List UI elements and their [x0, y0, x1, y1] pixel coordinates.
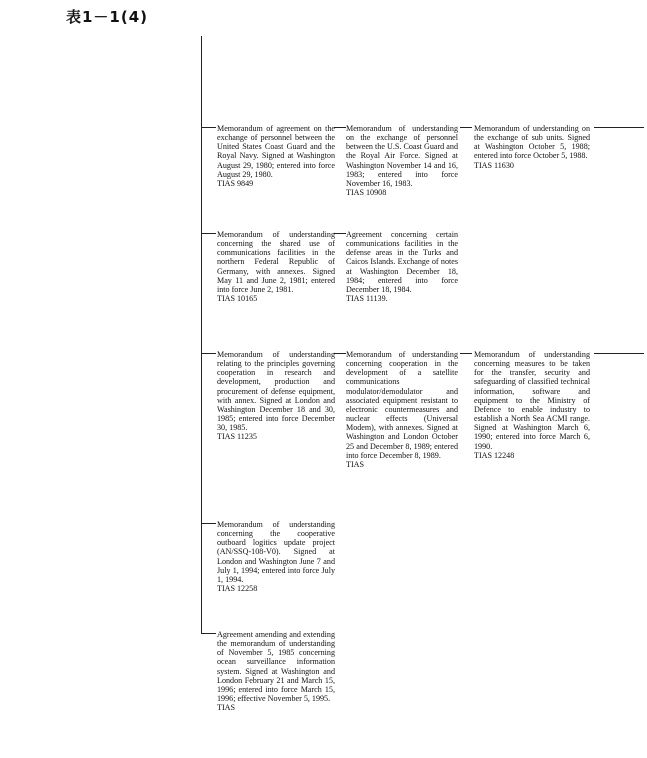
entry-text: Memorandum of understanding concerning cooperation in the development of a satellite communications modulator/demodulator and associated equipment resistant to electronic countermeasures and nuclear effects (Universal Modem), with annexes. Signed at Washington and London October 25 and December 8, 1989; entered into force December 8, 1989. [346, 350, 458, 460]
treaty-entry [217, 630, 335, 712]
connector-line [460, 127, 472, 128]
main-trunk-line [201, 36, 202, 634]
treaty-entry [474, 350, 590, 460]
connector-line [202, 633, 216, 634]
entry-reference: TIAS 11139. [346, 294, 388, 304]
treaty-entry [346, 230, 458, 303]
entry-text: Memorandum of understanding concerning measures to be taken for the transfer, security and safeguarding of classified technical information, software and equipment to the Ministry of Defence to enable industry to establish a North Sea ACMI range. Signed at Washington March 6, 1990; entered into force March 6, 1990. [474, 350, 590, 451]
entry-text: Memorandum of understanding concerning the shared use of communications facilities in the northern Federal Republic of Germany, with annexes. Signed May 11 and June 2, 1981; entered into force June 2, 1981. [217, 230, 335, 294]
treaty-entry [346, 350, 458, 469]
entry-text: Memorandum of understanding relating to the principles governing cooperation in research and development, production and procurement of defense equipment, with annex. Signed at London and Washington December 18 and 30, 1985; entered into force December 30, 1985. [217, 350, 335, 433]
entry-reference: TIAS 11630 [474, 160, 514, 170]
entry-text: Agreement concerning certain communications facilities in the defense areas in the Turks and Caicos Islands. Exchange of notes at Washington December 18, 1984; entered into force December 18, 1984. [346, 230, 458, 294]
entry-text: Memorandum of understanding concerning the cooperative outboard logitics update project (AN/SSQ-108-V0). Signed at London and Washington June 7 and July 1, 1994; entered into force July 1, 1994. [217, 520, 335, 584]
entry-reference: TIAS 12248 [474, 450, 515, 460]
entry-reference: TIAS 9849 [217, 178, 254, 188]
connector-line [202, 353, 216, 354]
connector-line [460, 353, 472, 354]
connector-line [594, 127, 644, 128]
treaty-entry [217, 230, 335, 303]
treaty-entry [217, 124, 335, 188]
page-title: 表1－1(4) [66, 8, 149, 26]
connector-line [202, 233, 216, 234]
connector-line [334, 127, 346, 128]
connector-line [334, 233, 346, 234]
entry-text: Memorandum of agreement on the exchange of personnel between the United States Coast Guard and the Royal Navy. Signed at Washington August 29, 1980; entered into force August 29, 1980. [217, 124, 335, 179]
entry-reference: TIAS 12258 [217, 584, 258, 594]
treaty-entry [474, 124, 590, 170]
entry-text: Agreement amending and extending the memorandum of understanding of November 5, 1985 concerning ocean surveillance information system. Signed at Washington and London February 21 and March 15, 1996; entered into force March 15, 1996; effective November 5, 1995. [217, 630, 335, 704]
entry-reference: TIAS 11235 [217, 432, 257, 442]
treaty-entry [346, 124, 458, 197]
treaty-entry [217, 350, 335, 442]
entry-reference: TIAS [217, 703, 235, 713]
entry-text: Memorandum of understanding on the exchange of personnel between the U.S. Coast Guard and the Royal Air Force. Signed at Washington November 14 and 16, 1983; entered into force November 16, 1983. [346, 124, 458, 188]
entry-text: Memorandum of understanding on the exchange of sub units. Signed at Washington October 5, 1988; entered into force October 5, 1988. [474, 124, 590, 161]
connector-line [594, 353, 644, 354]
entry-reference: TIAS 10165 [217, 294, 258, 304]
entry-reference: TIAS [346, 459, 364, 469]
connector-line [334, 353, 346, 354]
connector-line [202, 127, 216, 128]
entry-reference: TIAS 10908 [346, 188, 387, 198]
treaty-entry [217, 520, 335, 593]
connector-line [202, 523, 216, 524]
